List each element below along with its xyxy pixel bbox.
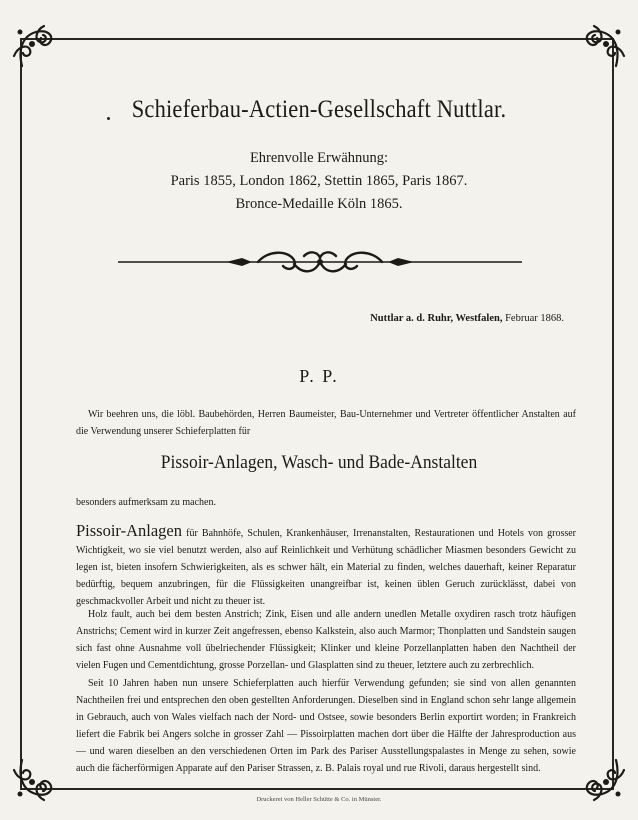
place-name: Nuttlar a. d. Ruhr, Westfalen, <box>370 313 503 324</box>
honors-medal: Bronce-Medaille Köln 1865. <box>235 196 403 212</box>
place-and-date <box>370 313 564 324</box>
corner-ornament-top-right <box>578 20 630 72</box>
paragraph-pissoir-text: für Bahnhöfe, Schulen, Krankenhäuser, Irrenanstalten, Restaurationen und Hotels von grosser Wichtigkeit, wo sie viel benutzt werden, also auf Reinlichkeit und Verhütung schädlicher Miasmen besonders Gewicht zu legen ist, bieten insofern Schwierigkeiten, als es schwer hält, ein Material zu finden, welches dauerhaft, keiner Reparatur bedürftig, bequem anzubringen, für die Flüssigkeiten unangreifbar ist, keinen üblen Geruch zurücklässt, dabei von geschmackvoller Arbeit und nicht zu theuer ist. <box>76 528 576 607</box>
paragraph-lead: Pissoir-Anlagen <box>76 521 182 540</box>
ornamental-divider <box>118 248 522 276</box>
intro-paragraph: Wir beehren uns, die löbl. Baubehörden, Herren Baumeister, Bau-Unternehmer und Vertreter öffentlicher Anstalten auf die Verwendung unserer Schieferplatten für <box>76 409 576 437</box>
honors-heading: Ehrenvolle Erwähnung: <box>249 150 389 166</box>
paragraph-pissoir <box>76 522 576 610</box>
salutation: P. P. <box>299 366 339 386</box>
paragraph-materials: Holz fault, auch bei dem besten Anstrich; Zink, Eisen und alle andern unedlen Metalle oxydiren rasch trotz häufigen Anstrichs; Cement wird in kurzer Zeit angefressen, ebenso Kalkstein, also auch Marmor; Thonplatten und Sandstein saugen sich fast ohne Ausnahme voll übelriechender Flüssigkeit; Klinker und kleine Porzellanplatten haben den Nachtheil der vielen Fugen und Cementdichtung, grosse Porzellan- und Glasplatten sind zu theuer, letztere auch zu zerbrechlich. <box>76 609 576 671</box>
company-title: Schieferbau-Actien-Gesellschaft Nuttlar. <box>131 96 507 123</box>
paragraph-slate-usage: Seit 10 Jahren haben nun unsere Schieferplatten auch hierfür Verwendung gefunden; sie sind von allen genannten Nachtheilen frei und entsprechen den oben gestellten Anforderungen. Dieselben sind in England schon sehr lange allgemein in Gebrauch, auch von Wales vielfach nach der Nord- und Ostsee, sowie besonders Berlin exportirt worden; in Frankreich liefert die Fabrik bei Angers solche in grosser Zahl — Pissoirplatten machen dort über die Hälfte der Jahresproduction aus — und waren dieselben an den verschiedenen Orten im Park des Pariser Ausstellungspalastes in Menge zu sehen, sowie auch die fächerförmigen Apparate auf den Pariser Strassen, z. B. Palais royal und rue Rivoli, daraus hergestellt sind. <box>76 678 576 774</box>
printer-imprint: Druckerei von Heller Schütte & Co. in Münster. <box>256 796 382 803</box>
subject-heading: Pissoir-Anlagen, Wasch- und Bade-Anstalten <box>160 452 478 473</box>
after-subject-line: besonders aufmerksam zu machen. <box>76 497 216 508</box>
honors-cities: Paris 1855, London 1862, Stettin 1865, Paris 1867. <box>170 173 468 189</box>
date-text: Februar 1868. <box>502 313 564 324</box>
corner-ornament-top-left <box>8 20 60 72</box>
